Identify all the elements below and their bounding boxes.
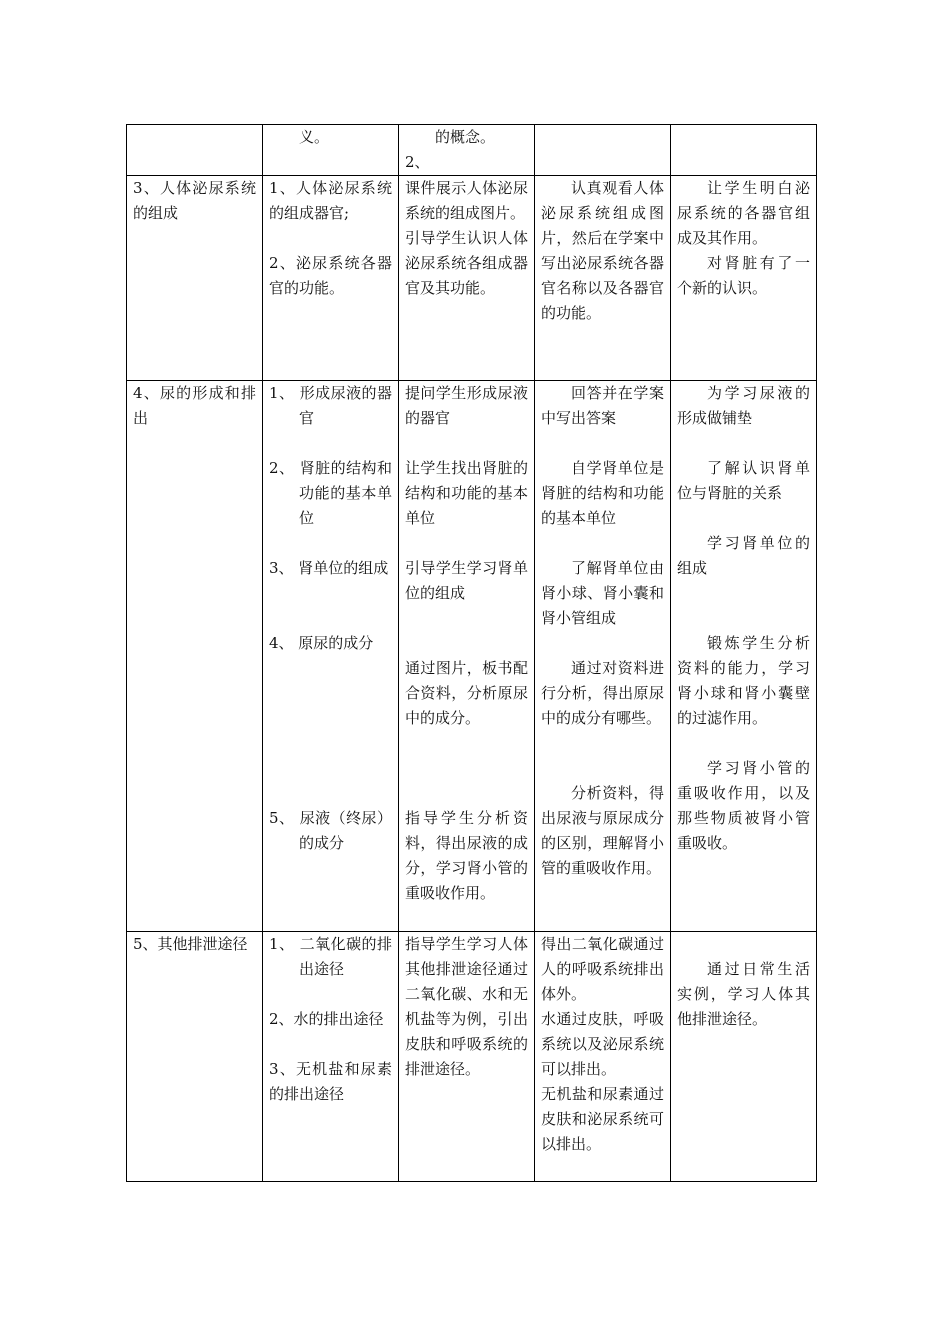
table-row [127, 125, 817, 176]
intent-text: 锻炼学生分析资料的能力，学习肾小球和肾小囊壁的过滤作用。 [677, 634, 810, 727]
content-text: 3、 肾单位的组成 [269, 559, 389, 577]
teacher-text: 提问学生形成尿液的器官 [405, 384, 528, 427]
student-text: 得出二氧化碳通过人的呼吸系统排出体外。 [541, 935, 664, 1003]
section-cell [127, 932, 263, 1182]
design-intent-cell [671, 381, 817, 932]
student-text: 通过对资料进行分析，得出原尿中的成分有哪些。 [541, 659, 664, 727]
content-text: 4、 原尿的成分 [269, 634, 374, 652]
intent-text: 通过日常生活实例，学习人体其他排泄途径。 [677, 960, 810, 1028]
content-text: 2、水的排出途径 [269, 1010, 384, 1028]
section-title: 3、人体泌尿系统的组成 [133, 179, 256, 222]
table-row [127, 176, 817, 381]
section-cell [127, 125, 263, 176]
table-row [127, 932, 817, 1182]
student-activity-cell [535, 381, 671, 932]
student-activity-cell [535, 176, 671, 381]
intent-text: 让学生明白泌尿系统的各器官组成及其作用。 [677, 179, 810, 247]
teacher-text: 的概念。 [435, 128, 496, 146]
lesson-plan-table [126, 124, 817, 1182]
student-activity-cell [535, 932, 671, 1182]
content-text: 3、无机盐和尿素的排出途径 [269, 1060, 392, 1103]
student-text: 自学肾单位是肾脏的结构和功能的基本单位 [541, 459, 664, 527]
section-cell [127, 176, 263, 381]
student-text: 回答并在学案中写出答案 [541, 384, 664, 427]
section-cell [127, 381, 263, 932]
student-text: 认真观看人体泌尿系统组成图片，然后在学案中写出泌尿系统各器官名称以及各器官的功能。 [541, 179, 664, 322]
content-text: 2、泌尿系统各器官的功能。 [269, 254, 392, 297]
student-text: 分析资料，得出尿液与原尿成分的区别，理解肾小管的重吸收作用。 [541, 784, 664, 877]
content-text: 5、 尿液（终尿）的成分 [269, 809, 392, 852]
student-text: 水通过皮肤，呼吸系统以及泌尿系统可以排出。 [541, 1010, 664, 1078]
student-text: 无机盐和尿素通过皮肤和泌尿系统可以排出。 [541, 1085, 664, 1153]
intent-text: 学习肾小管的重吸收作用，以及那些物质被肾小管重吸收。 [677, 759, 810, 852]
teacher-text: 通过图片，板书配合资料，分析原尿中的成分。 [405, 659, 528, 727]
intent-text: 了解认识肾单位与肾脏的关系 [677, 459, 810, 502]
design-intent-cell [671, 176, 817, 381]
intent-text: 学习肾单位的组成 [677, 534, 810, 577]
section-title: 5、其他排泄途径 [133, 935, 248, 953]
teacher-activity-cell [399, 125, 535, 176]
design-intent-cell [671, 125, 817, 176]
design-intent-cell [671, 932, 817, 1182]
intent-text: 为学习尿液的形成做铺垫 [677, 384, 810, 427]
content-text: 义。 [299, 128, 330, 146]
student-text: 了解肾单位由肾小球、肾小囊和肾小管组成 [541, 559, 664, 627]
content-text: 1、人体泌尿系统的组成器官; [269, 179, 392, 222]
teacher-text: 课件展示人体泌尿系统的组成图片。 [405, 179, 528, 222]
content-cell [263, 932, 399, 1182]
content-cell [263, 176, 399, 381]
teacher-text: 2、 [405, 153, 430, 171]
table-row [127, 381, 817, 932]
teacher-text: 引导学生学习肾单位的组成 [405, 559, 528, 602]
content-cell [263, 381, 399, 932]
content-text: 1、 形成尿液的器官 [269, 384, 392, 427]
content-text: 1、 二氧化碳的排出途径 [269, 935, 392, 978]
teacher-text: 让学生找出肾脏的结构和功能的基本单位 [405, 459, 528, 527]
section-title: 4、尿的形成和排出 [133, 384, 256, 427]
teacher-activity-cell [399, 932, 535, 1182]
teacher-activity-cell [399, 381, 535, 932]
teacher-activity-cell [399, 176, 535, 381]
teacher-text: 引导学生认识人体泌尿系统各组成器官及其功能。 [405, 229, 528, 297]
student-activity-cell [535, 125, 671, 176]
content-cell [263, 125, 399, 176]
intent-text: 对肾脏有了一个新的认识。 [677, 254, 810, 297]
teacher-text: 指导学生学习人体其他排泄途径通过二氧化碳、水和无机盐等为例，引出皮肤和呼吸系统的排泄途径。 [405, 935, 528, 1078]
content-text: 2、 肾脏的结构和功能的基本单位 [269, 459, 392, 527]
teacher-text: 指导学生分析资料，得出尿液的成分，学习肾小管的重吸收作用。 [405, 809, 528, 902]
